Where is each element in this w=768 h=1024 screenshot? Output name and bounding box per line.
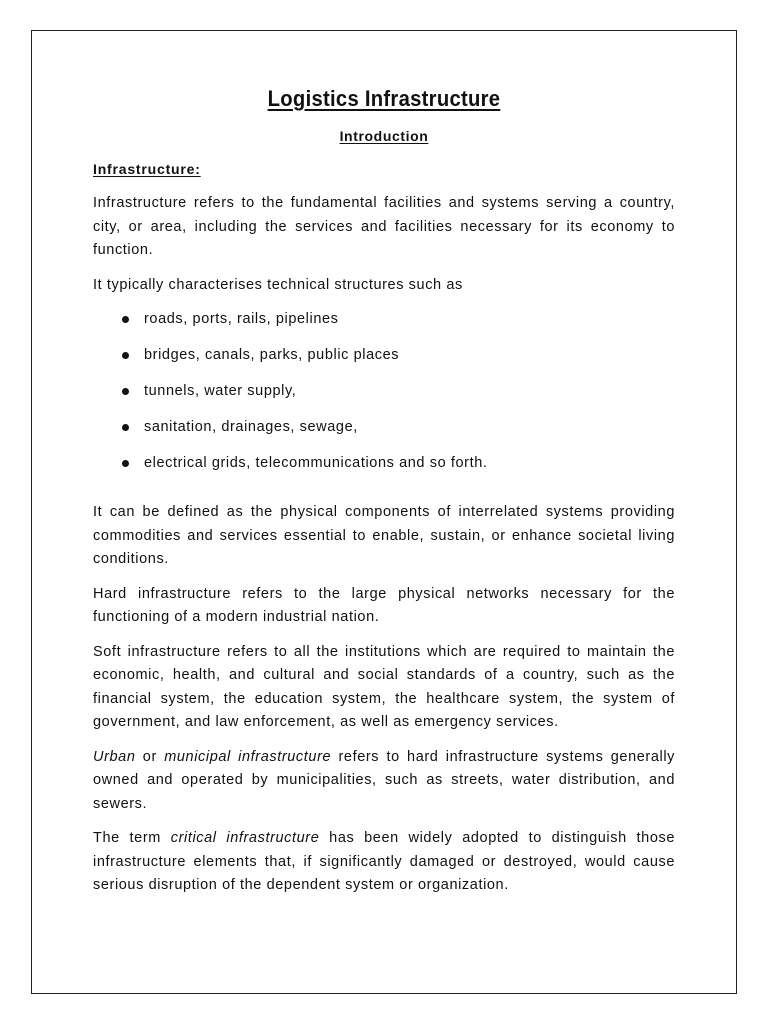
list-item bbox=[93, 416, 675, 452]
list-item bbox=[93, 344, 675, 380]
structures-list bbox=[93, 308, 675, 488]
document-subtitle: Introduction bbox=[339, 128, 429, 144]
paragraph-critical-rest: has been widely adopted to distinguish those infrastructure elements that, if significantly damaged or destroyed, would cause serious disruption of the dependent system or organization. bbox=[93, 830, 675, 893]
term-municipal-infrastructure: municipal infrastructure bbox=[164, 748, 332, 765]
list-item bbox=[93, 452, 675, 488]
paragraph-definition: Infrastructure refers to the fundamental facilities and systems serving a country, city, or area, including the services and facilities necessary for its economy to function. bbox=[93, 195, 675, 258]
paragraph-physical-components: It can be defined as the physical components of interrelated systems providing commodities and services essential to enable, sustain, or enhance societal living conditions. bbox=[93, 504, 675, 567]
list-item-text: roads, ports, rails, pipelines bbox=[144, 311, 339, 327]
paragraph-hard-infrastructure: Hard infrastructure refers to the large physical networks necessary for the functioning of a modern industrial nation. bbox=[93, 585, 675, 625]
paragraph-structures-intro: It typically characterises technical structures such as bbox=[93, 276, 463, 293]
bullet-icon bbox=[122, 460, 129, 467]
document-title: Logistics Infrastructure bbox=[267, 86, 501, 111]
paragraph-soft-infrastructure: Soft infrastructure refers to all the institutions which are required to maintain the economic, health, and cultural and social standards of a country, such as the financial system, the education system, the healthcare system, the system of government, and law enforcement, as well as emergency services. bbox=[93, 643, 675, 730]
list-item bbox=[93, 308, 675, 344]
bullet-icon bbox=[122, 316, 129, 323]
paragraph-critical-lead: The term bbox=[93, 830, 171, 846]
term-urban: Urban bbox=[93, 748, 136, 765]
term-critical-infrastructure: critical infrastructure bbox=[170, 830, 320, 846]
section-heading: Infrastructure: bbox=[93, 161, 201, 177]
bullet-icon bbox=[122, 424, 129, 431]
paragraph-critical-infrastructure bbox=[93, 827, 675, 898]
paragraph-urban-rest: refers to hard infrastructure systems generally owned and operated by municipalities, such as streets, water distribution, and sewers. bbox=[93, 748, 675, 812]
document-body bbox=[93, 86, 675, 909]
bullet-icon bbox=[122, 352, 129, 359]
bullet-icon bbox=[122, 388, 129, 395]
list-item-text: electrical grids, telecommunications and so forth. bbox=[144, 455, 488, 471]
list-item bbox=[93, 380, 675, 416]
list-item-text: sanitation, drainages, sewage, bbox=[144, 419, 358, 435]
text-or: or bbox=[135, 748, 165, 765]
paragraph-urban-infrastructure bbox=[93, 746, 675, 817]
list-item-text: bridges, canals, parks, public places bbox=[144, 347, 400, 363]
list-item-text: tunnels, water supply, bbox=[144, 383, 297, 399]
